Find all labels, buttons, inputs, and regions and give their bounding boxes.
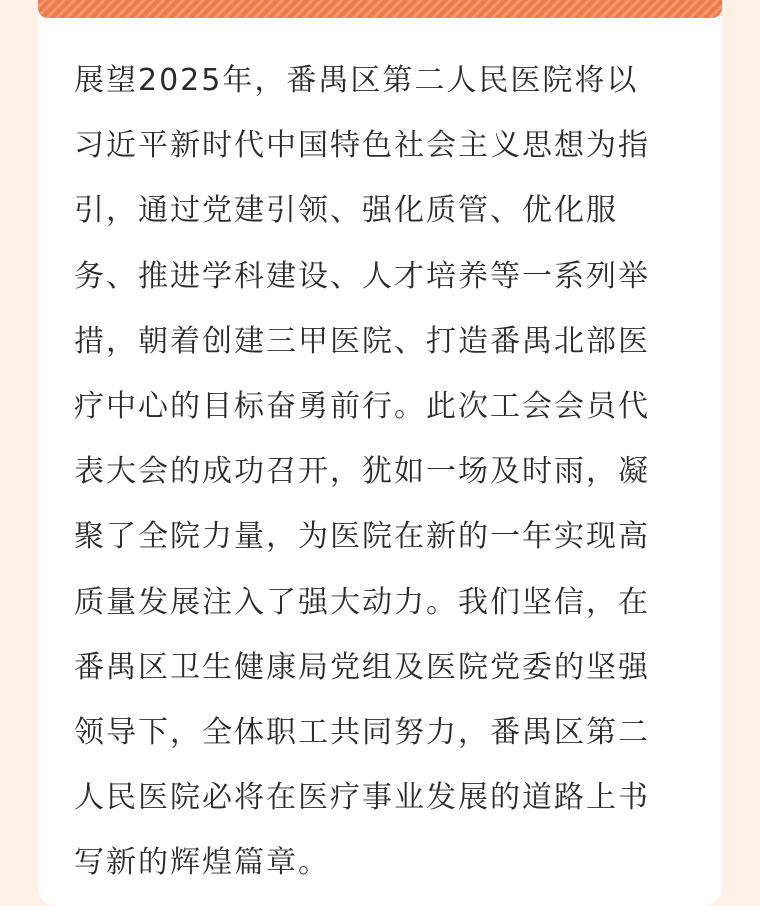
- paragraph-line: 引，通过党建引领、强化质管、优化服: [74, 193, 618, 229]
- article-paragraph: [74, 48, 690, 896]
- paragraph-line: 疗中心的目标奋勇前行。此次工会会员代: [74, 389, 650, 425]
- article-card: [38, 0, 722, 906]
- paragraph-line: 表大会的成功召开，犹如一场及时雨，凝: [74, 454, 650, 490]
- paragraph-line: 展望2025年，番禺区第二人民医院将以: [74, 63, 639, 98]
- paragraph-line: 措，朝着创建三甲医院、打造番禺北部医: [74, 323, 650, 359]
- paragraph-line: 番禺区卫生健康局党组及医院党委的坚强: [74, 649, 650, 685]
- paragraph-line: 质量发展注入了强大动力。我们坚信，在: [74, 584, 650, 620]
- paragraph-line: 人民医院必将在医疗事业发展的道路上书: [74, 780, 650, 816]
- paragraph-line: 领导下，全体职工共同努力，番禺区第二: [74, 715, 650, 751]
- paragraph-line: 聚了全院力量，为医院在新的一年实现高: [74, 519, 650, 555]
- paragraph-line: 习近平新时代中国特色社会主义思想为指: [74, 128, 650, 164]
- decorative-banner: [38, 0, 722, 18]
- paragraph-line: 写新的辉煌篇章。: [74, 845, 330, 881]
- paragraph-line: 务、推进学科建设、人才培养等一系列举: [74, 258, 650, 294]
